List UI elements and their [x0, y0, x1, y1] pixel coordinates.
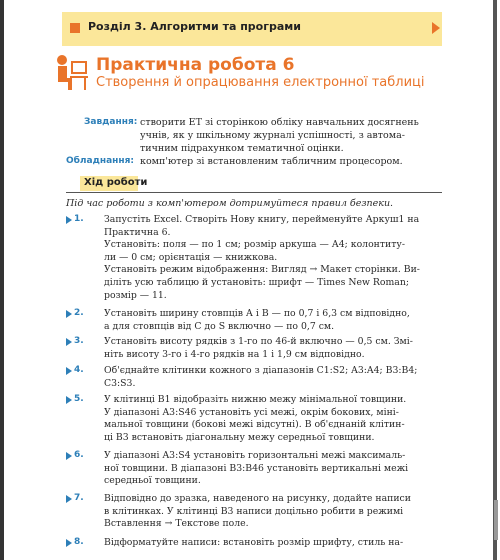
bullet-triangle-icon	[66, 396, 72, 404]
workflow-title: Хід роботи	[84, 177, 148, 188]
left-border	[0, 0, 4, 560]
bullet-triangle-icon	[66, 338, 72, 346]
step-number: 4.	[74, 365, 84, 375]
step-number: 5.	[74, 394, 84, 404]
step-line: розмір — 11.	[104, 289, 167, 301]
step-line: Установіть режим відображення: Вигляд → Макет сторінки. Ви-	[104, 264, 420, 276]
step-text	[104, 493, 484, 531]
step-text	[104, 394, 484, 444]
step-line: Установіть: поля — по 1 см; розмір аркуша — А4; колонтиту-	[104, 239, 405, 251]
bullet-triangle-icon	[66, 367, 72, 375]
step-line: Вставлення → Текстове поле.	[104, 518, 249, 530]
step-line: У клітинці В1 відобразіть нижню межу мінімальної товщини.	[104, 394, 407, 405]
equipment-text: комп'ютер зі встановленим табличним процесором.	[140, 156, 403, 167]
step-line: ці В3 встановіть діагональну межу середньої товщини.	[104, 431, 375, 443]
task-line: створити ЕТ зі сторінкою обліку навчальних досягнень	[140, 117, 419, 128]
step-number: 2.	[74, 308, 84, 318]
page-subtitle: Створення й опрацювання електронної таблиці	[96, 75, 425, 90]
step-line: ної товщини. В діапазоні B3:B46 установіть вертикальні межі	[104, 462, 409, 474]
step-line: діліть усю таблицю й установіть: шрифт — Times New Roman;	[104, 276, 409, 288]
step-line: У діапазоні A3:S4 установіть горизонтальні межі максималь-	[104, 450, 406, 461]
step-line: Установіть висоту рядків з 1-го по 46-й включно — 0,5 см. Змі-	[104, 336, 413, 347]
step-number: 3.	[74, 336, 84, 346]
step-line: середньої товщини.	[104, 475, 201, 487]
section-title: Розділ 3. Алгоритми та програми	[88, 20, 301, 33]
step-line: Практична 6.	[104, 226, 171, 238]
task-line: тичним підрахунком тематичної оцінки.	[140, 143, 344, 154]
bullet-triangle-icon	[66, 452, 72, 460]
safety-intro: Під час роботи з комп'ютером дотримуйтеся правил безпеки.	[66, 198, 394, 209]
step-line: а для стовпців від С до S включно — по 0,7 см.	[104, 320, 335, 332]
bullet-triangle-icon	[66, 495, 72, 503]
step-text	[104, 214, 484, 302]
task-label: Завдання:	[84, 117, 138, 127]
step-number: 1.	[74, 214, 84, 224]
task-line: учнів, як у шкільному журналі успішності, з автома-	[140, 130, 406, 141]
step-text	[104, 308, 484, 333]
step-line: ніть висоту 3-го і 4-го рядків на 1 і 1,9 см відповідно.	[104, 348, 365, 360]
arrow-right-icon	[432, 22, 440, 34]
scrollbar-thumb[interactable]	[494, 500, 498, 540]
page-title: Практична робота 6	[96, 55, 295, 75]
step-line: в клітинках. У клітинці В3 написи доцільно робити в режимі	[104, 505, 404, 517]
step-text	[104, 336, 484, 361]
step-line: Об'єднайте клітинки кожного з діапазонів C1:S2; A3:A4; B3:B4;	[104, 365, 418, 376]
step-number: 8.	[74, 537, 84, 547]
step-text	[104, 537, 484, 550]
step-line: мальної товщини (бокові межі відсутні). В об'єднаній клітин-	[104, 419, 405, 431]
step-line: Установіть ширину стовпців А і В — по 0,7 і 6,3 см відповідно,	[104, 308, 410, 319]
section-marker-icon	[70, 23, 80, 33]
bullet-triangle-icon	[66, 539, 72, 547]
equipment-label: Обладнання:	[66, 156, 134, 166]
step-line: Відформатуйте написи: встановіть розмір шрифту, стиль на-	[104, 537, 404, 548]
bullet-triangle-icon	[66, 310, 72, 318]
step-number: 7.	[74, 493, 84, 503]
step-line: C3:S3.	[104, 377, 136, 389]
person-at-computer-icon	[52, 52, 90, 92]
step-line: Запустіть Excel. Створіть Нову книгу, перейменуйте Аркуш1 на	[104, 214, 420, 225]
step-line: У діапазоні A3:S46 установіть усі межі, окрім бокових, міні-	[104, 406, 399, 418]
bullet-triangle-icon	[66, 216, 72, 224]
step-text	[104, 450, 484, 488]
step-line: Відповідно до зразка, наведеного на рисунку, додайте написи	[104, 493, 411, 504]
step-number: 6.	[74, 450, 84, 460]
step-text	[104, 365, 484, 390]
step-line: ли — 0 см; орієнтація — книжкова.	[104, 251, 278, 263]
right-scroll-track[interactable]	[493, 0, 497, 560]
divider	[66, 192, 442, 193]
